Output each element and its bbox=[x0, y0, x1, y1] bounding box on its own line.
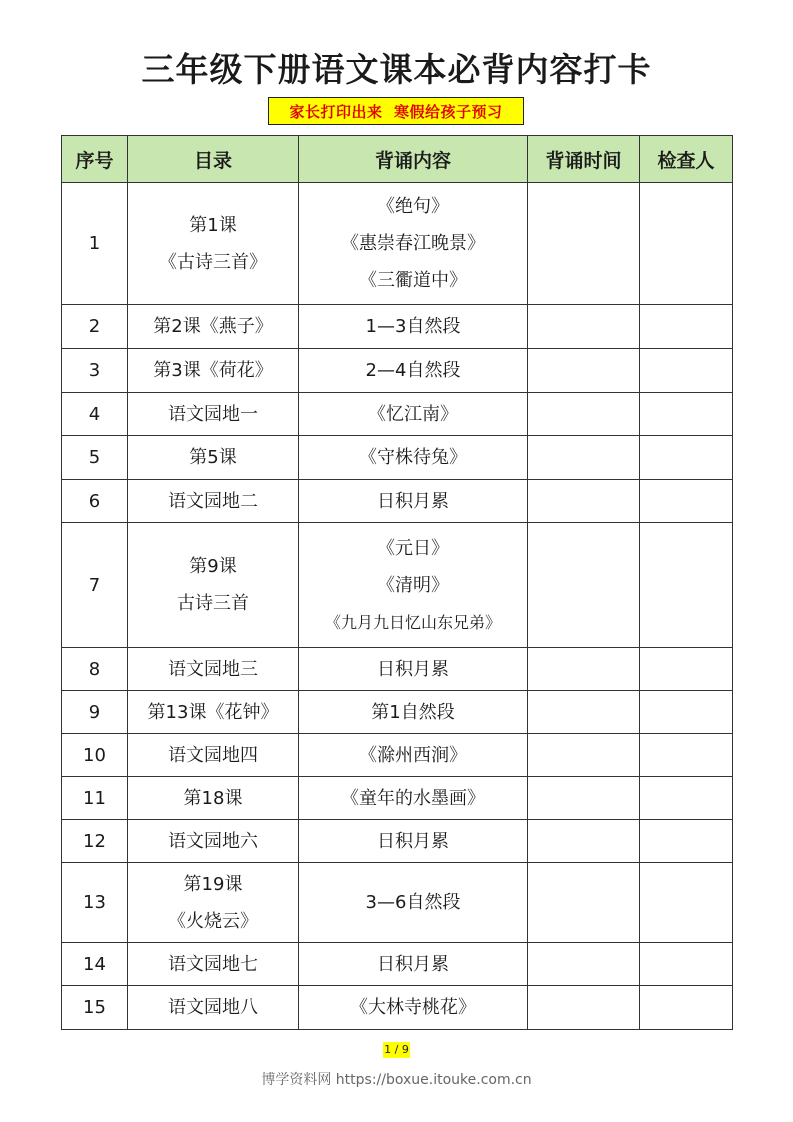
recite-content-cell bbox=[299, 480, 528, 523]
lesson-line: 《火烧云》 bbox=[168, 910, 258, 932]
checker-cell[interactable] bbox=[640, 863, 733, 943]
recite-content-cell bbox=[299, 349, 528, 393]
row-number: 9 bbox=[62, 691, 128, 734]
lesson-cell bbox=[128, 648, 299, 691]
recite-time-cell[interactable] bbox=[528, 648, 640, 691]
checker-cell[interactable] bbox=[640, 986, 733, 1030]
row-number: 11 bbox=[62, 777, 128, 820]
recite-time-cell[interactable] bbox=[528, 305, 640, 349]
table-row bbox=[62, 943, 733, 986]
lesson-line: 语文园地八 bbox=[168, 997, 258, 1018]
content-line: 《九月九日忆山东兄弟》 bbox=[324, 612, 501, 632]
row-number: 4 bbox=[62, 393, 128, 436]
checker-cell[interactable] bbox=[640, 436, 733, 480]
table-row bbox=[62, 349, 733, 393]
recite-time-cell[interactable] bbox=[528, 777, 640, 820]
recite-content-cell bbox=[299, 943, 528, 986]
row-number: 3 bbox=[62, 349, 128, 393]
lesson-line: 语文园地六 bbox=[168, 830, 258, 852]
content-line: 《三衢道中》 bbox=[359, 270, 467, 291]
content-line: 《清明》 bbox=[377, 574, 449, 596]
content-line: 《童年的水墨画》 bbox=[341, 787, 485, 809]
recite-content-cell bbox=[299, 393, 528, 436]
row-number: 13 bbox=[62, 863, 128, 943]
recite-content-cell bbox=[299, 523, 528, 648]
lesson-cell bbox=[128, 777, 299, 820]
lesson-line: 第9课 bbox=[189, 556, 237, 577]
content-line: 《绝句》 bbox=[377, 196, 449, 217]
row-number: 8 bbox=[62, 648, 128, 691]
table-row bbox=[62, 986, 733, 1030]
table-row bbox=[62, 393, 733, 436]
lesson-cell bbox=[128, 863, 299, 943]
content-line: 《惠崇春江晚景》 bbox=[341, 233, 485, 254]
content-line: 日积月累 bbox=[377, 830, 449, 852]
lesson-cell bbox=[128, 183, 299, 305]
recite-time-cell[interactable] bbox=[528, 734, 640, 777]
row-number: 15 bbox=[62, 986, 128, 1030]
lesson-line: 语文园地三 bbox=[168, 658, 258, 680]
content-line: 3—6自然段 bbox=[365, 892, 461, 913]
lesson-cell bbox=[128, 349, 299, 393]
lesson-line: 第3课《荷花》 bbox=[153, 360, 273, 381]
content-line: 《滁州西涧》 bbox=[359, 744, 467, 766]
header-lesson: 目录 bbox=[128, 136, 299, 183]
header-content: 背诵内容 bbox=[299, 136, 528, 183]
row-number: 5 bbox=[62, 436, 128, 480]
recite-content-cell bbox=[299, 648, 528, 691]
lesson-line: 语文园地七 bbox=[168, 953, 258, 975]
row-number: 2 bbox=[62, 305, 128, 349]
recite-time-cell[interactable] bbox=[528, 943, 640, 986]
table-row bbox=[62, 305, 733, 349]
content-line: 《守株待兔》 bbox=[359, 447, 467, 468]
recite-content-cell bbox=[299, 863, 528, 943]
lesson-cell bbox=[128, 691, 299, 734]
table-row bbox=[62, 691, 733, 734]
recite-time-cell[interactable] bbox=[528, 480, 640, 523]
lesson-line: 第2课《燕子》 bbox=[153, 316, 273, 337]
checker-cell[interactable] bbox=[640, 734, 733, 777]
checker-cell[interactable] bbox=[640, 523, 733, 648]
content-line: 《大林寺桃花》 bbox=[350, 997, 476, 1018]
recite-content-cell bbox=[299, 734, 528, 777]
lesson-cell bbox=[128, 943, 299, 986]
header-checker: 检查人 bbox=[640, 136, 733, 183]
content-line: 日积月累 bbox=[377, 490, 449, 512]
table-row bbox=[62, 436, 733, 480]
lesson-line: 语文园地二 bbox=[168, 490, 258, 512]
recite-time-cell[interactable] bbox=[528, 183, 640, 305]
recite-content-cell bbox=[299, 820, 528, 863]
lesson-line: 古诗三首 bbox=[177, 593, 249, 614]
recite-time-cell[interactable] bbox=[528, 863, 640, 943]
checker-cell[interactable] bbox=[640, 393, 733, 436]
lesson-cell bbox=[128, 734, 299, 777]
table-row bbox=[62, 777, 733, 820]
table-row bbox=[62, 523, 733, 648]
checker-cell[interactable] bbox=[640, 777, 733, 820]
checker-cell[interactable] bbox=[640, 820, 733, 863]
table-row bbox=[62, 863, 733, 943]
page-title: 三年级下册语文课本必背内容打卡 bbox=[141, 50, 652, 89]
page-indicator: 1 / 9 bbox=[384, 1043, 409, 1056]
row-number: 1 bbox=[62, 183, 128, 305]
lesson-cell bbox=[128, 305, 299, 349]
recite-time-cell[interactable] bbox=[528, 523, 640, 648]
lesson-cell bbox=[128, 436, 299, 480]
recite-time-cell[interactable] bbox=[528, 393, 640, 436]
checker-cell[interactable] bbox=[640, 305, 733, 349]
lesson-cell bbox=[128, 393, 299, 436]
checker-cell[interactable] bbox=[640, 943, 733, 986]
lesson-line: 第19课 bbox=[183, 873, 243, 895]
content-line: 日积月累 bbox=[377, 953, 449, 975]
lesson-line: 第1课 bbox=[189, 214, 237, 236]
table-row bbox=[62, 820, 733, 863]
subtitle-banner: 家长打印出来 寒假给孩子预习 bbox=[268, 97, 524, 125]
row-number: 14 bbox=[62, 943, 128, 986]
checker-cell[interactable] bbox=[640, 349, 733, 393]
table-header-row bbox=[62, 136, 733, 183]
table-row bbox=[62, 183, 733, 305]
recite-time-cell[interactable] bbox=[528, 436, 640, 480]
row-number: 10 bbox=[62, 734, 128, 777]
header-number: 序号 bbox=[62, 136, 128, 183]
lesson-line: 语文园地一 bbox=[168, 403, 258, 425]
recite-content-cell bbox=[299, 777, 528, 820]
checker-cell[interactable] bbox=[640, 480, 733, 523]
content-line: 1—3自然段 bbox=[365, 316, 461, 337]
row-number: 12 bbox=[62, 820, 128, 863]
checker-cell[interactable] bbox=[640, 648, 733, 691]
checker-cell[interactable] bbox=[640, 691, 733, 734]
table-row bbox=[62, 648, 733, 691]
lesson-cell bbox=[128, 986, 299, 1030]
checker-cell[interactable] bbox=[640, 183, 733, 305]
lesson-cell bbox=[128, 480, 299, 523]
recite-time-cell[interactable] bbox=[528, 349, 640, 393]
header-recite-time: 背诵时间 bbox=[528, 136, 640, 183]
recite-content-cell bbox=[299, 436, 528, 480]
row-number: 7 bbox=[62, 523, 128, 648]
recite-content-cell bbox=[299, 305, 528, 349]
footer-watermark: 博学资料网 https://boxue.itouke.com.cn bbox=[261, 1072, 532, 1088]
row-number: 6 bbox=[62, 480, 128, 523]
content-line: 第1自然段 bbox=[371, 701, 455, 723]
recite-content-cell bbox=[299, 183, 528, 305]
lesson-line: 第13课《花钟》 bbox=[147, 701, 279, 723]
content-line: 2—4自然段 bbox=[365, 360, 461, 381]
lesson-line: 第5课 bbox=[189, 447, 237, 468]
recite-time-cell[interactable] bbox=[528, 820, 640, 863]
table-row bbox=[62, 480, 733, 523]
lesson-cell bbox=[128, 523, 299, 648]
recite-time-cell[interactable] bbox=[528, 986, 640, 1030]
checklist-table bbox=[61, 135, 733, 1030]
table-row bbox=[62, 734, 733, 777]
lesson-cell bbox=[128, 820, 299, 863]
content-line: 《忆江南》 bbox=[368, 403, 458, 425]
recite-content-cell bbox=[299, 986, 528, 1030]
lesson-line: 第18课 bbox=[183, 787, 243, 809]
recite-content-cell bbox=[299, 691, 528, 734]
lesson-line: 语文园地四 bbox=[168, 744, 258, 766]
lesson-line: 《古诗三首》 bbox=[159, 251, 267, 273]
recite-time-cell[interactable] bbox=[528, 691, 640, 734]
content-line: 《元日》 bbox=[377, 537, 449, 559]
content-line: 日积月累 bbox=[377, 658, 449, 680]
